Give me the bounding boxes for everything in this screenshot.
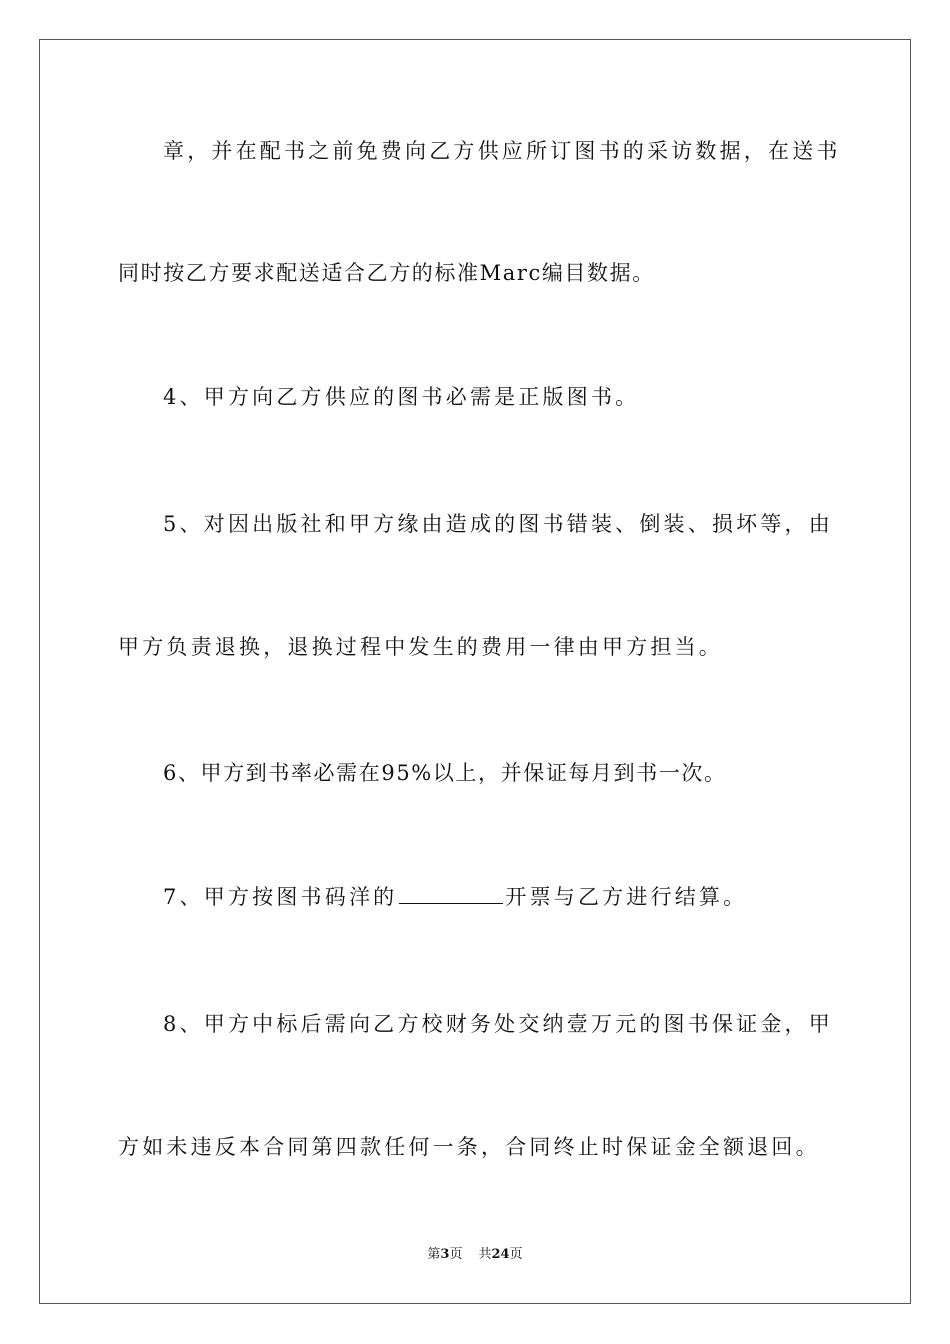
clause-7-before-blank: 7、甲方按图书码洋的 bbox=[163, 885, 398, 909]
page-footer bbox=[0, 1246, 950, 1264]
fill-in-blank bbox=[399, 883, 503, 904]
footer-prefix: 第 bbox=[427, 1247, 441, 1262]
clause-7-after-blank: 开票与乙方进行结算。 bbox=[505, 885, 748, 909]
body-line-1: 章，并在配书之前免费向乙方供应所订图书的采访数据，在送书 bbox=[163, 139, 841, 163]
clause-5-line-1: 5、对因出版社和甲方缘由造成的图书错装、倒装、损坏等，由 bbox=[163, 512, 833, 536]
clause-7 bbox=[163, 882, 883, 912]
clause-5-line-2: 甲方负责退换，退换过程中发生的费用一律由甲方担当。 bbox=[118, 635, 723, 659]
clause-6: 6、甲方到书率必需在95%以上，并保证每月到书一次。 bbox=[163, 761, 727, 785]
body-line-2: 同时按乙方要求配送适合乙方的标准Marc编目数据。 bbox=[118, 261, 655, 285]
footer-total-prefix: 共 bbox=[478, 1247, 492, 1262]
footer-total-pages: 24 bbox=[491, 1247, 510, 1262]
footer-total-unit: 页 bbox=[509, 1247, 523, 1262]
clause-8-line-1: 8、甲方中标后需向乙方校财务处交纳壹万元的图书保证金，甲 bbox=[163, 1012, 833, 1036]
footer-page-number: 3 bbox=[440, 1247, 450, 1262]
page-border bbox=[39, 39, 911, 1304]
clause-8-line-2: 方如未违反本合同第四款任何一条，合同终止时保证金全额退回。 bbox=[118, 1135, 820, 1159]
footer-page-unit: 页 bbox=[449, 1247, 463, 1262]
clause-4: 4、甲方向乙方供应的图书必需是正版图书。 bbox=[163, 385, 640, 409]
